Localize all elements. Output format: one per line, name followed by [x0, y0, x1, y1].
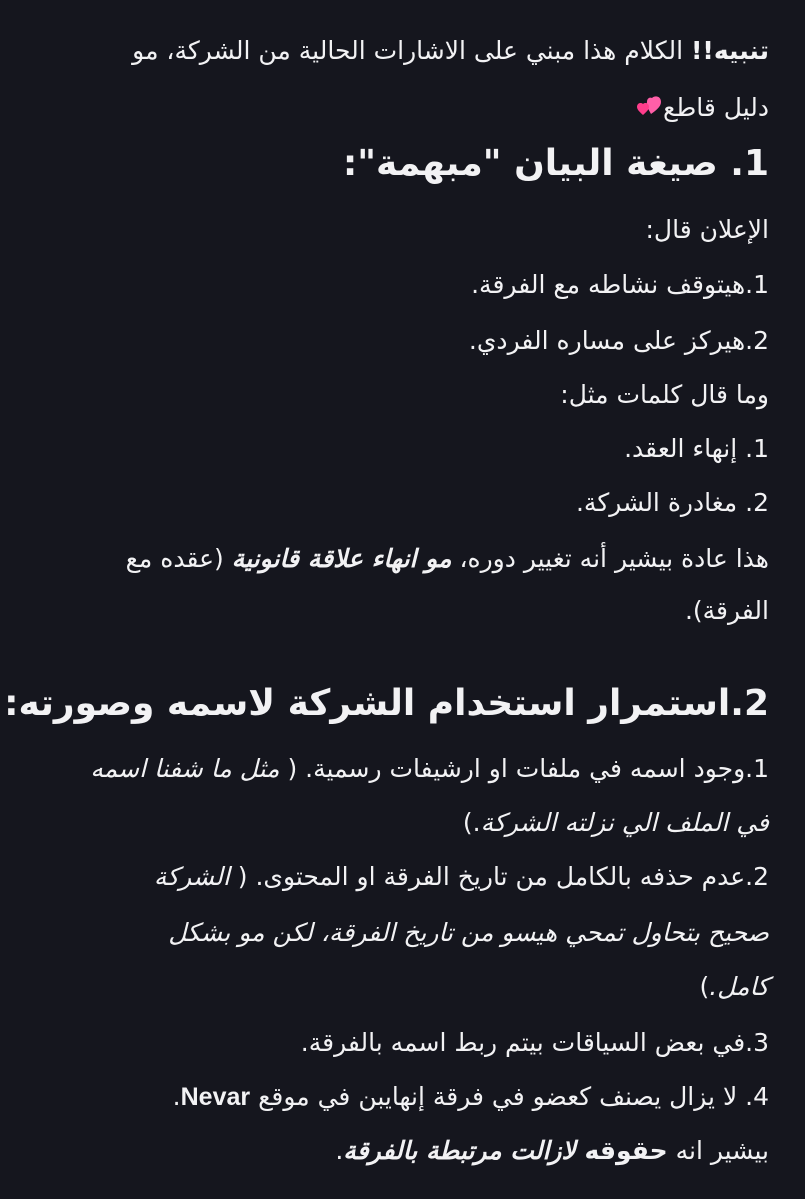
- closing-bold-italic: لازالت مرتبطة بالفرقة: [343, 1136, 585, 1165]
- warning-label: تنبيه!!: [691, 36, 769, 65]
- item-1-line-2: [40, 810, 769, 835]
- section-1-heading: 1. صيغة البيان "مبهمة":: [342, 143, 769, 184]
- item-1-italic: مثل ما شفنا اسمه: [90, 754, 288, 783]
- item-2-italic: الشركة: [153, 862, 238, 891]
- closing-bold: حقوقه: [584, 1136, 668, 1165]
- item-4: [40, 1084, 769, 1110]
- list-item: 1. إنهاء العقد.: [624, 434, 769, 463]
- section-2-heading: 2.استمرار استخدام الشركة لاسمه وصورته:: [4, 683, 769, 724]
- not-said-intro: وما قال كلمات مثل:: [560, 380, 769, 409]
- list-item: 2. مغادرة الشركة.: [575, 488, 769, 517]
- warning-text-2: دليل قاطع: [663, 93, 769, 122]
- conclusion-line-2: الفرقة).: [684, 596, 769, 625]
- item-4-end: .: [172, 1082, 181, 1111]
- closing-line: [40, 1138, 769, 1163]
- warning-line-2: [40, 94, 769, 120]
- item-2-italic-2: صحيح بتحاول تمحي هيسو من تاريخ الفرقة، لكن مو بشكل: [168, 918, 769, 947]
- warning-text-1: الكلام هذا مبني على الاشارات الحالية من الشركة، مو: [132, 36, 692, 65]
- item-1-end: .): [462, 808, 481, 837]
- conclusion-text-end: (عقده مع: [125, 544, 232, 573]
- item-2-line-3: [40, 974, 769, 999]
- warning-line-1: [40, 38, 769, 63]
- list-item: 2.هيركز على مساره الفردي.: [468, 326, 769, 355]
- item-4-text: 4. لا يزال يصنف كعضو في فرقة إنهايبن في موقع: [250, 1082, 769, 1111]
- item-4-site-name: Nevar: [180, 1083, 251, 1111]
- item-2-text: 2.عدم حذفه بالكامل من تاريخ الفرقة او المحتوى. (: [237, 862, 769, 891]
- item-2-line-1: [40, 864, 769, 889]
- two-hearts-icon: [635, 94, 663, 120]
- closing-text: بيشير انه: [667, 1136, 769, 1165]
- closing-end: .: [335, 1136, 344, 1165]
- conclusion-text: هذا عادة بيشير أنه تغيير دوره،: [451, 544, 769, 573]
- item-1-line-1: [40, 756, 769, 781]
- item-1-text: 1.وجود اسمه في ملفات او ارشيفات رسمية. (: [287, 754, 769, 783]
- item-1-italic-2: في الملف الي نزلته الشركة: [480, 808, 769, 837]
- announcement-intro: الإعلان قال:: [645, 215, 769, 244]
- conclusion-emphasis: مو انهاء علاقة قانونية: [231, 544, 452, 573]
- conclusion-line-1: [40, 546, 769, 571]
- item-3: 3.في بعض السياقات بيتم ربط اسمه بالفرقة.: [300, 1028, 769, 1057]
- item-2-italic-3: كامل.: [709, 972, 769, 1001]
- item-2-line-2: [40, 920, 769, 945]
- item-2-end: ): [699, 972, 710, 1001]
- list-item: 1.هيتوقف نشاطه مع الفرقة.: [471, 270, 769, 299]
